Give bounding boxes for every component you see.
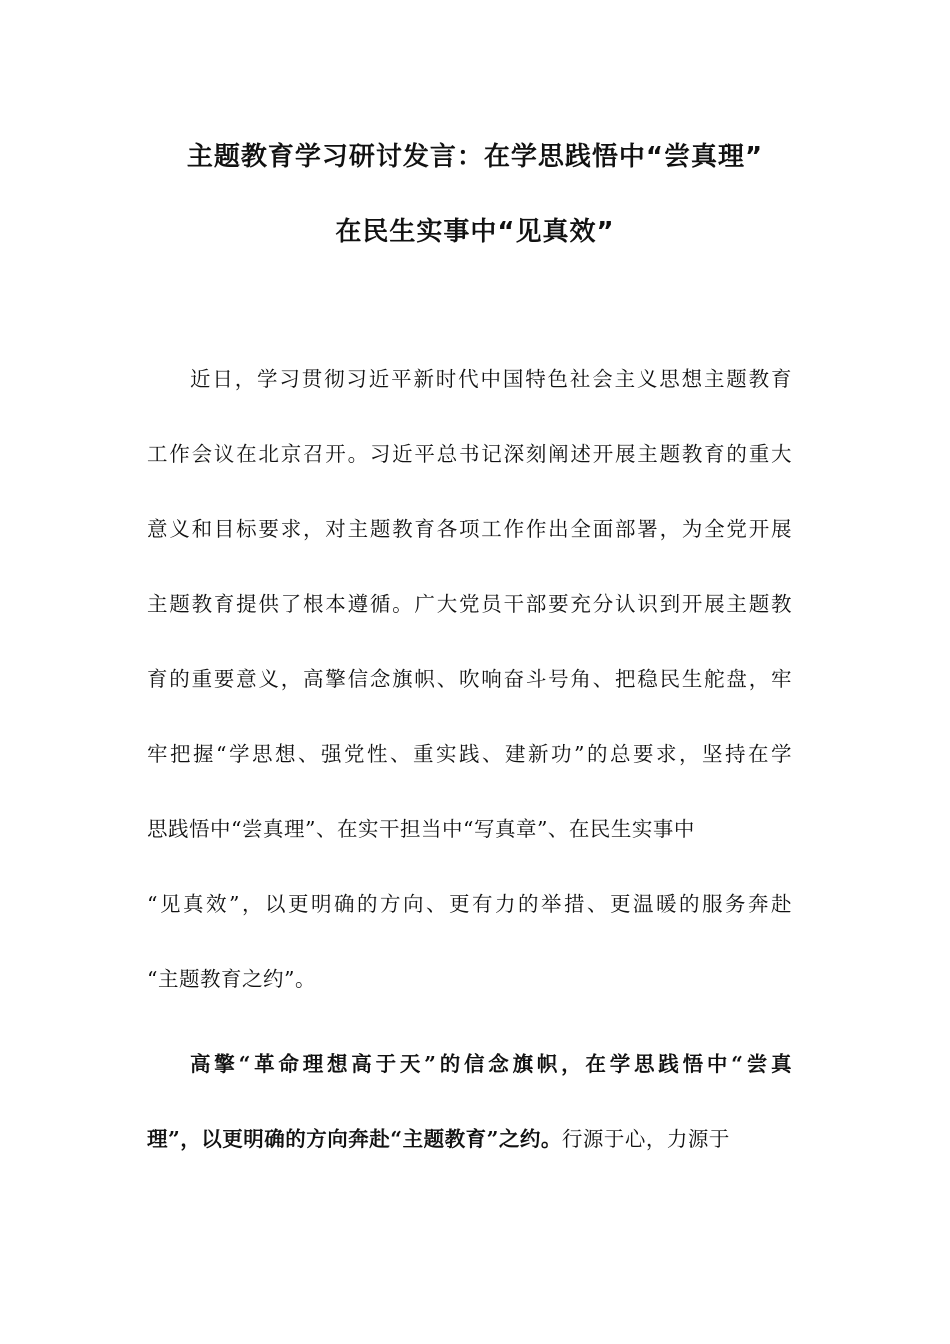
paragraph-1-line: “主题教育之约”。 <box>147 967 316 991</box>
paragraph-1-line: “见真效”，以更明确的方向、更有力的举措、更温暖的服务奔赴 <box>147 892 792 916</box>
paragraph-1-line: 工作会议在北京召开。习近平总书记深刻阐述开展主题教育的重大 <box>147 442 792 466</box>
paragraph-2-body-start: 行源于心，力源于 <box>561 1127 730 1151</box>
paragraph-2-heading-line: 高擎“革命理想高于天”的信念旗帜，在学思践悟中“尝真 <box>190 1052 792 1076</box>
paragraph-1-line: 牢把握“学思想、强党性、重实践、建新功”的总要求，坚持在学 <box>147 742 792 766</box>
paragraph-1-line: 思践悟中“尝真理”、在实干担当中“写真章”、在民生实事中 <box>147 817 695 841</box>
paragraph-1-line: 近日，学习贯彻习近平新时代中国特色社会主义思想主题教育 <box>190 367 792 391</box>
document-title-line-1: 主题教育学习研讨发言：在学思践悟中“尝真理” <box>186 142 764 172</box>
paragraph-2-line <box>147 1122 792 1152</box>
paragraph-2-heading-tail: 理”，以更明确的方向奔赴“主题教育”之约。 <box>147 1127 562 1151</box>
document-title-line-2: 在民生实事中“见真效” <box>335 217 615 247</box>
paragraph-1-line: 主题教育提供了根本遵循。广大党员干部要充分认识到开展主题教 <box>147 592 792 616</box>
paragraph-1-line: 育的重要意义，高擎信念旗帜、吹响奋斗号角、把稳民生舵盘，牢 <box>147 667 792 691</box>
paragraph-1-line: 意义和目标要求，对主题教育各项工作作出全面部署，为全党开展 <box>147 517 792 541</box>
